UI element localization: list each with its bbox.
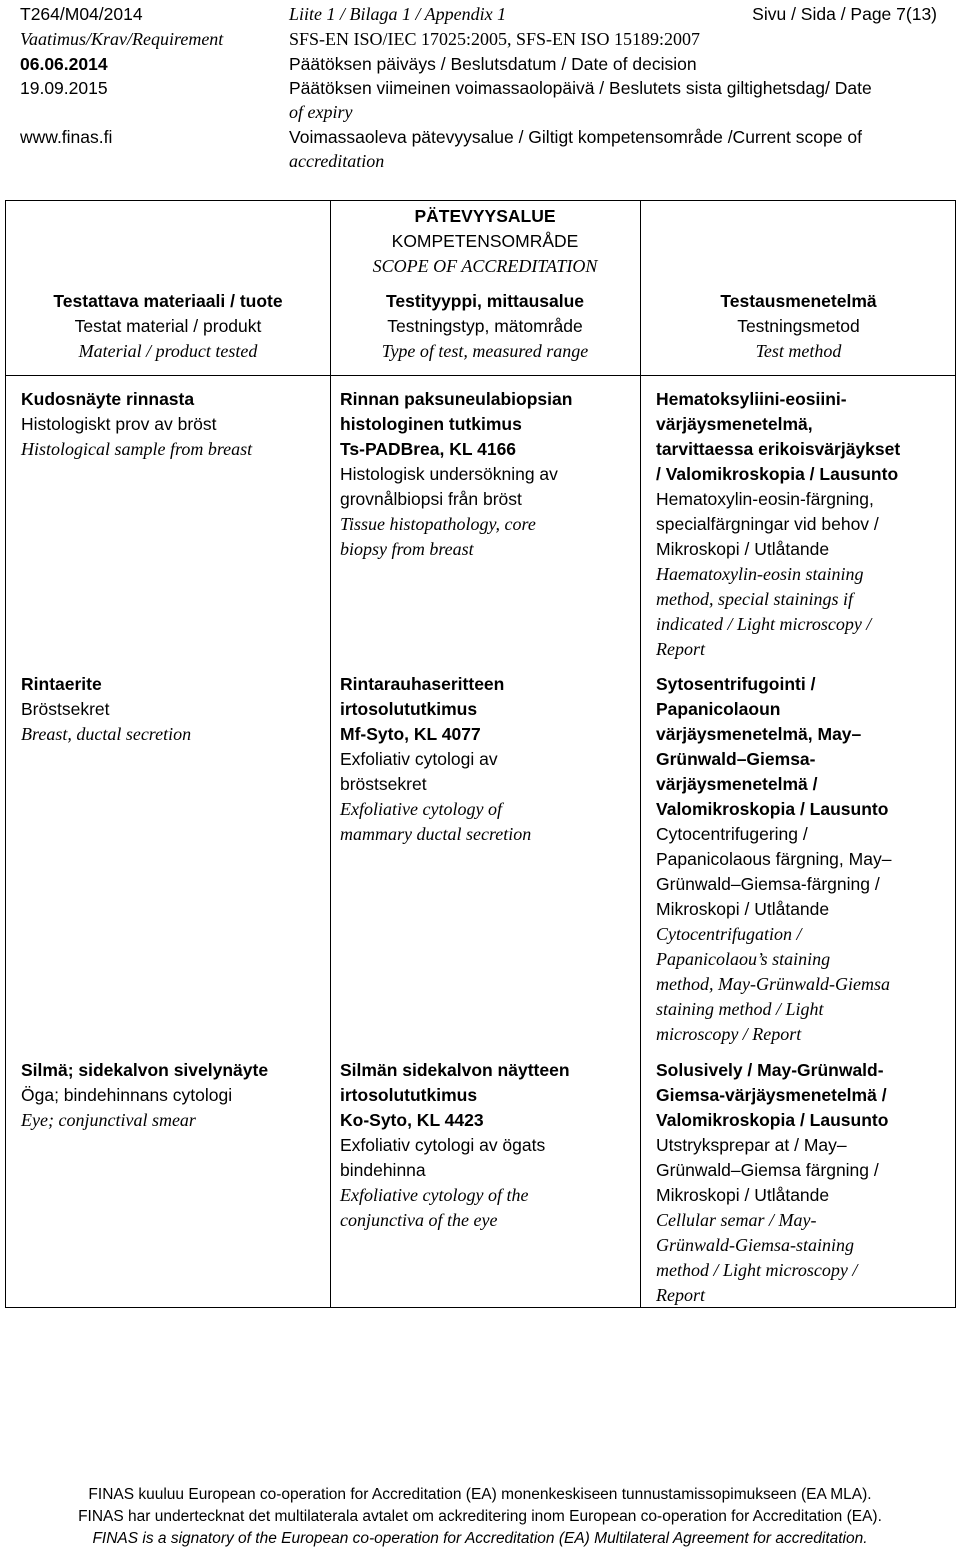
scope-table bbox=[5, 200, 956, 1308]
test-method-en-line: Haematoxylin-eosin staining bbox=[656, 564, 864, 584]
col-header-method-fi: Testausmenetelmä bbox=[720, 291, 877, 311]
test-type-sv-line: bindehinna bbox=[340, 1160, 426, 1180]
test-method-sv-line: Grünwald–Giemsa färgning / bbox=[656, 1160, 879, 1180]
footer-fi: FINAS kuuluu European co-operation for Accreditation (EA) monenkeskiseen tunnustamissopimukseen (EA MLA). bbox=[88, 1486, 872, 1503]
material-fi: Silmä; sidekalvon sivelynäyte bbox=[21, 1060, 269, 1080]
test-method-fi-line: värjäysmenetelmä, bbox=[656, 414, 813, 434]
test-method-en-line: Report bbox=[656, 639, 705, 659]
test-method-fi-line: Grünwald–Giemsa- bbox=[656, 749, 816, 769]
row-1-test-method bbox=[656, 387, 900, 662]
scope-label: Voimassaoleva pätevyysalue / Giltigt kompetensområde /Current scope of bbox=[289, 127, 862, 147]
test-type-fi-line: Rintarauhaseritteen bbox=[340, 674, 505, 694]
row-1-test-type bbox=[340, 387, 572, 562]
expiry-date: 19.09.2015 bbox=[20, 78, 108, 98]
test-method-sv-line: Mikroskopi / Utlåtande bbox=[656, 1185, 830, 1205]
test-method-sv-line: Mikroskopi / Utlåtande bbox=[656, 539, 830, 559]
requirement-label: Vaatimus/Krav/Requirement bbox=[20, 29, 224, 49]
footer-en: FINAS is a signatory of the European co-operation for Accreditation (EA) Multilateral Agreement for accreditation. bbox=[92, 1530, 868, 1547]
test-method-en-line: method, May-Grünwald-Giemsa bbox=[656, 974, 890, 994]
material-sv: Bröstsekret bbox=[21, 699, 110, 719]
test-type-en-line: conjunctiva of the eye bbox=[340, 1210, 498, 1230]
test-method-fi-line: Papanicolaoun bbox=[656, 699, 781, 719]
header-row-4 bbox=[0, 76, 960, 101]
test-type-fi-line: Ts-PADBrea, KL 4166 bbox=[340, 439, 517, 459]
test-method-sv-line: Cytocentrifugering / bbox=[656, 824, 808, 844]
scope-title-en: SCOPE OF ACCREDITATION bbox=[372, 256, 598, 276]
header-row-3 bbox=[0, 52, 960, 77]
test-method-fi-line: Sytosentrifugointi / bbox=[656, 674, 816, 694]
row-2-material bbox=[21, 672, 191, 747]
test-type-fi-line: Silmän sidekalvon näytteen bbox=[340, 1060, 570, 1080]
material-sv: Histologiskt prov av bröst bbox=[21, 414, 217, 434]
website-link[interactable]: www.finas.fi bbox=[20, 127, 113, 147]
col-header-test-fi: Testityyppi, mittausalue bbox=[385, 291, 585, 311]
material-en: Eye; conjunctival smear bbox=[21, 1110, 196, 1130]
test-method-fi-line: Valomikroskopia / Lausunto bbox=[656, 799, 889, 819]
row-3-test-method bbox=[656, 1058, 888, 1308]
test-type-en-line: Exfoliative cytology of bbox=[340, 799, 502, 819]
row-2-test-type bbox=[340, 672, 531, 847]
test-method-sv-line: Mikroskopi / Utlåtande bbox=[656, 899, 830, 919]
test-method-en-line: Grünwald-Giemsa-staining bbox=[656, 1235, 854, 1255]
row-3-test-type bbox=[340, 1058, 570, 1233]
material-en: Histological sample from breast bbox=[21, 439, 253, 459]
material-fi: Rintaerite bbox=[21, 674, 102, 694]
col-header-method-sv: Testningsmetod bbox=[737, 316, 860, 336]
row-3-material bbox=[21, 1058, 268, 1133]
test-method-en-line: Cytocentrifugation / bbox=[656, 924, 802, 944]
header-divider bbox=[6, 375, 955, 376]
col-header-test bbox=[330, 204, 640, 364]
footer-sv: FINAS har undertecknat det multilaterala avtalet om ackreditering inom European co-operation for Accreditation (EA). bbox=[78, 1508, 882, 1525]
test-method-fi-line: / Valomikroskopia / Lausunto bbox=[656, 464, 899, 484]
header-row-7 bbox=[0, 149, 960, 174]
col-header-method bbox=[640, 289, 957, 364]
test-type-en-line: Tissue histopathology, core bbox=[340, 514, 536, 534]
test-type-en-line: Exfoliative cytology of the bbox=[340, 1185, 529, 1205]
test-type-fi-line: irtosolututkimus bbox=[340, 1085, 478, 1105]
col-header-test-sv: Testningstyp, mätområde bbox=[387, 316, 583, 336]
test-type-sv-line: grovnålbiopsi från bröst bbox=[340, 489, 522, 509]
test-type-sv-line: Exfoliativ cytologi av bbox=[340, 749, 498, 769]
test-type-fi-line: Mf-Syto, KL 4077 bbox=[340, 724, 481, 744]
expiry-label: Päätöksen viimeinen voimassaolopäivä / Beslutets sista giltighetsdag/ Date bbox=[289, 78, 872, 98]
header-row-6 bbox=[0, 125, 960, 150]
col-header-material-en: Material / product tested bbox=[78, 341, 258, 361]
decision-label: Päätöksen päiväys / Beslutsdatum / Date of decision bbox=[289, 54, 697, 74]
col-header-material-fi: Testattava materiaali / tuote bbox=[53, 291, 283, 311]
row-2-test-method bbox=[656, 672, 891, 1047]
header-row-1 bbox=[0, 2, 960, 27]
scope-label-continued: accreditation bbox=[289, 151, 385, 171]
col-header-test-en: Type of test, measured range bbox=[381, 341, 589, 361]
test-type-en-line: biopsy from breast bbox=[340, 539, 474, 559]
test-type-fi-line: irtosolututkimus bbox=[340, 699, 478, 719]
annex-label: Liite 1 / Bilaga 1 / Appendix 1 bbox=[289, 4, 507, 24]
material-en: Breast, ductal secretion bbox=[21, 724, 192, 744]
test-method-fi-line: Hematoksyliini-eosiini- bbox=[656, 389, 847, 409]
test-method-sv-line: specialfärgningar vid behov / bbox=[656, 514, 879, 534]
doc-code: T264/M04/2014 bbox=[20, 4, 143, 24]
test-method-fi-line: Valomikroskopia / Lausunto bbox=[656, 1110, 889, 1130]
test-type-en-line: mammary ductal secretion bbox=[340, 824, 532, 844]
test-method-sv-line: Grünwald–Giemsa-färgning / bbox=[656, 874, 880, 894]
test-method-en-line: Report bbox=[656, 1285, 705, 1305]
decision-date: 06.06.2014 bbox=[20, 54, 108, 74]
column-divider-1 bbox=[330, 201, 331, 1307]
test-method-sv-line: Hematoxylin-eosin-färgning, bbox=[656, 489, 874, 509]
test-method-sv-line: Papanicolaous färgning, May– bbox=[656, 849, 892, 869]
test-method-en-line: Papanicolaou’s staining bbox=[656, 949, 831, 969]
material-fi: Kudosnäyte rinnasta bbox=[21, 389, 195, 409]
test-method-en-line: staining method / Light bbox=[656, 999, 824, 1019]
test-method-sv-line: Utstryksprepar at / May– bbox=[656, 1135, 847, 1155]
test-type-fi-line: histologinen tutkimus bbox=[340, 414, 522, 434]
test-type-sv-line: Histologisk undersökning av bbox=[340, 464, 558, 484]
column-divider-2 bbox=[640, 201, 641, 1307]
test-method-en-line: microscopy / Report bbox=[656, 1024, 802, 1044]
test-method-en-line: method, special stainings if bbox=[656, 589, 853, 609]
scope-title-fi: PÄTEVYYSALUE bbox=[414, 206, 556, 226]
page-number: Sivu / Sida / Page 7(13) bbox=[752, 4, 937, 24]
test-method-en-line: method / Light microscopy / bbox=[656, 1260, 858, 1280]
material-sv: Öga; bindehinnans cytologi bbox=[21, 1085, 233, 1105]
test-type-sv-line: Exfoliativ cytologi av ögats bbox=[340, 1135, 546, 1155]
header-row-2 bbox=[0, 27, 960, 52]
test-type-fi-line: Ko-Syto, KL 4423 bbox=[340, 1110, 484, 1130]
test-method-fi-line: Solusively / May-Grünwald- bbox=[656, 1060, 884, 1080]
test-type-sv-line: bröstsekret bbox=[340, 774, 427, 794]
requirement-value: SFS-EN ISO/IEC 17025:2005, SFS-EN ISO 15189:2007 bbox=[289, 29, 701, 49]
scope-title-sv: KOMPETENSOMRÅDE bbox=[391, 231, 579, 251]
test-method-en-line: Cellular semar / May- bbox=[656, 1210, 817, 1230]
expiry-label-continued: of expiry bbox=[289, 102, 353, 122]
col-header-method-en: Test method bbox=[755, 341, 842, 361]
test-method-fi-line: tarvittaessa erikoisvärjäykset bbox=[656, 439, 901, 459]
test-method-fi-line: värjäysmenetelmä / bbox=[656, 774, 818, 794]
col-header-material bbox=[6, 289, 330, 364]
row-1-material bbox=[21, 387, 252, 462]
test-method-en-line: indicated / Light microscopy / bbox=[656, 614, 872, 634]
test-type-fi-line: Rinnan paksuneulabiopsian bbox=[340, 389, 573, 409]
col-header-material-sv: Testat material / produkt bbox=[74, 316, 262, 336]
test-method-fi-line: Giemsa-värjäysmenetelmä / bbox=[656, 1085, 887, 1105]
header-row-5 bbox=[0, 100, 960, 125]
test-method-fi-line: värjäysmenetelmä, May– bbox=[656, 724, 862, 744]
